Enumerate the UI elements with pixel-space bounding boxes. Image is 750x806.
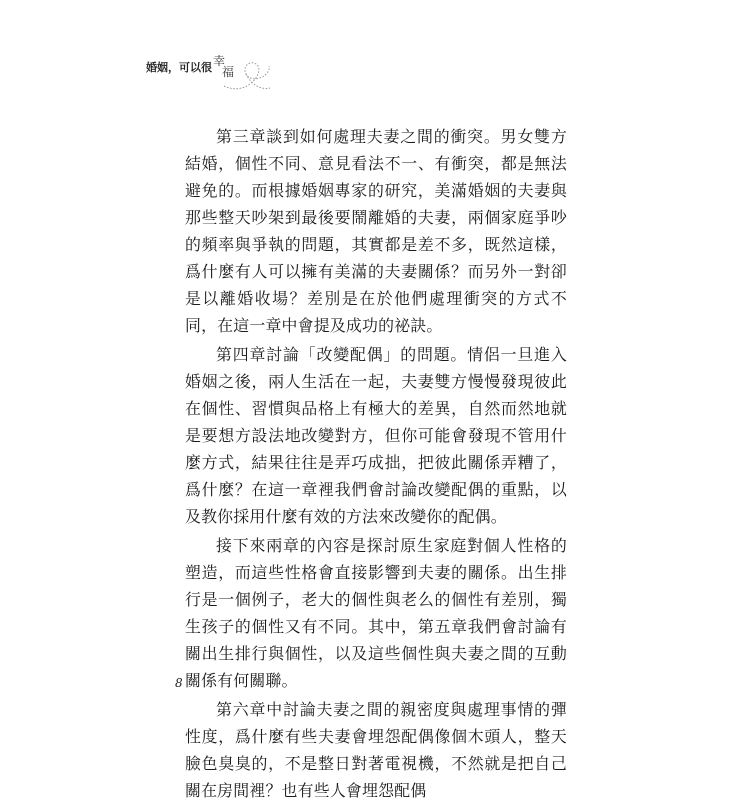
running-header xyxy=(146,52,234,92)
page-number: 8 xyxy=(175,676,183,690)
running-header-char-1: 幸 xyxy=(213,54,226,68)
running-header-title: 婚姻，可以很 xyxy=(146,61,212,74)
swirl-ornament-icon xyxy=(222,56,272,96)
paragraph-chapter-3: 第三章談到如何處理夫妻之間的衝突。男女雙方結婚，個性不同、意見看法不一、有衝突，都是無法避免的。而根據婚姻專家的研究，美滿婚姻的夫妻與那些整天吵架到最後要鬧離婚的夫妻，兩個家庭爭吵的頻率與爭執的問題，其實都是差不多，既然這樣，爲什麼有人可以擁有美滿的夫妻關係？而另外一對卻是以離婚收場？差別是在於他們處理衝突的方式不同，在這一章中會提及成功的祕訣。 xyxy=(185,127,567,335)
body-text xyxy=(185,123,567,806)
paragraph-chapter-5: 接下來兩章的內容是探討原生家庭對個人性格的塑造，而這些性格會直接影響到夫妻的關係。出生排行是一個例子，老大的個性與老么的個性有差別，獨生孩子的個性又有不同。其中，第五章我們會討論有關出生排行與個性，以及這些個性與夫妻之間的互動關係有何關聯。 xyxy=(185,536,567,690)
running-header-char-2: 福 xyxy=(222,65,235,79)
paragraph-chapter-4: 第四章討論「改變配偶」的問題。情侶一旦進入婚姻之後，兩人生活在一起，夫妻雙方慢慢發現彼此在個性、習慣與品格上有極大的差異，自然而然地就是要想方設法地改變對方，但你可能會發現不管用什麼方式，結果往往是弄巧成拙，把彼此關係弄糟了，爲什麼？在這一章裡我們會討論改變配偶的重點，以及教你採用什麼有效的方法來改變你的配偶。 xyxy=(185,345,567,526)
paragraph-chapter-6: 第六章中討論夫妻之間的親密度與處理事情的彈性度，爲什麼有些夫妻會埋怨配偶像個木頭人，整天臉色臭臭的，不是整日對著電視機，不然就是把自己關在房間裡？也有些人會埋怨配偶 xyxy=(185,700,567,800)
